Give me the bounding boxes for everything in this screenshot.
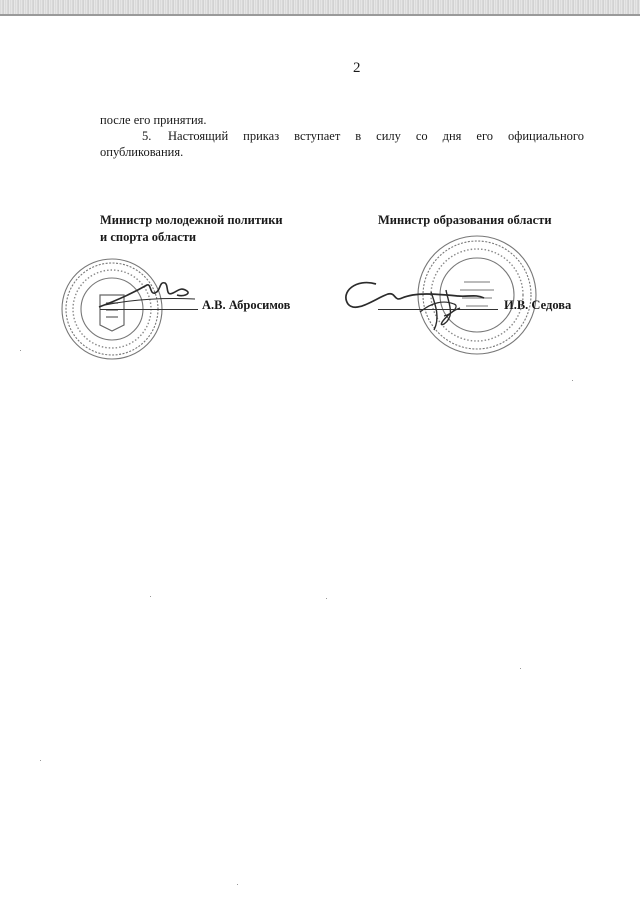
- scan-speck: [572, 380, 573, 381]
- page-number: 2: [353, 60, 361, 76]
- right-signature-icon: [336, 272, 506, 336]
- item-5-text: Настоящий приказ вступает в силу со дня его официального: [168, 129, 584, 143]
- body-text-line: после его принятия.: [100, 113, 207, 127]
- scan-top-edge: [0, 0, 640, 14]
- item-5-line: [100, 128, 584, 144]
- scan-speck: [237, 884, 238, 885]
- left-signatory-title-line2: и спорта области: [100, 230, 197, 244]
- right-signatory-name: И.В. Седова: [504, 298, 572, 312]
- left-signatory-title-line1: Министр молодежной политики: [100, 213, 283, 227]
- left-signature-line: [100, 309, 198, 310]
- left-signatory-name: А.В. Абросимов: [202, 298, 291, 312]
- scan-speck: [326, 598, 327, 599]
- scan-top-edge-line: [0, 14, 640, 16]
- scan-speck: [150, 596, 151, 597]
- scan-speck: [520, 668, 521, 669]
- item-5-continuation: опубликования.: [100, 145, 184, 159]
- scan-speck: [20, 350, 21, 351]
- item-5-number: 5.: [142, 129, 152, 143]
- right-signature-line: [378, 309, 498, 310]
- right-signatory-title: Министр образования области: [378, 213, 552, 227]
- scan-speck: [40, 760, 41, 761]
